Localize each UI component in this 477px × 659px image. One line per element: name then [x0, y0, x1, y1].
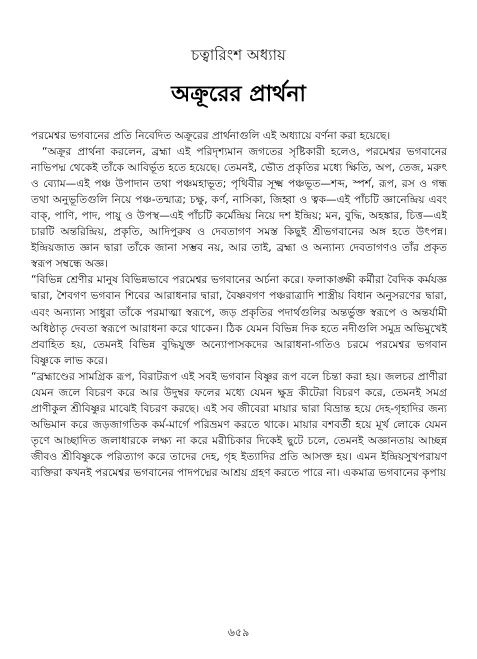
- page-number: ৬৫৯: [227, 626, 250, 639]
- body-text: [31, 128, 447, 481]
- paragraph: পরমেশ্বর ভগবানের প্রতি নিবেদিত অক্রূরের প্রার্থনাগুলি এই অধ্যায়ে বর্ণনা করা হয়েছে।: [31, 130, 391, 142]
- paragraph: “ব্রহ্মাণ্ডের সামগ্রিক রূপ, বিরাটরূপ এই সবই ভগবান বিষ্ণুর রূপ বলে চিন্তা করা হয়। জলচর প্রাণীরা যেমন জলে বিচরণ করে আর উদুম্বর ফলের মধ্যে যেমন ক্ষুদ্র কীটেরা বিচরণ করে, তেমনই সমগ্র প্রাণীকুল শ্রীবিষ্ণুর মাঝেই বিচরণ করছে। এই সব জীবেরা মায়ার দ্বারা বিভ্রান্ত হয়ে দেহ-গৃহাদির জন্য অভিমান করে জড়জাগতিক কর্ম-মার্গে পরিভ্রমণ করতে থাকে। মায়ার বশবর্তী হয়ে মূর্খ লোকে যেমন তৃণে আচ্ছাদিত জলাধারকে লক্ষ্য না করে মরীচিকার দিকেই ছুটে চলে, তেমনই অজ্ঞানতায় আচ্ছন্ন জীবও শ্রীবিষ্ণুকে পরিত্যাগ করে তাদের দেহ, গৃহ ইত্যাদির প্রতি আসক্ত হয়। এমন ইন্দ্রিয়সুখপরায়ণ ব্যক্তিরা কখনই পরমেশ্বর ভগবানের পাদপদ্মের আশ্রয় গ্রহণ করতে পারে না। একমাত্র ভগবানের কৃপায়: [31, 370, 447, 479]
- chapter-number: চত্বারিংশ অধ্যায়: [191, 46, 286, 64]
- paragraph: “বিভিন্ন শ্রেণীর মানুষ বিভিন্নভাবে পরমেশ্বর ভগবানের অর্চনা করে। ফলাকাঙ্ক্ষী কর্মীরা বৈদিক কর্মযজ্ঞ দ্বারা, শৈবগণ ভগবান শিবের আরাধনার দ্বারা, বৈষ্ণবগণ পঞ্চরাত্রাদি শাস্ত্রীয় বিধান অনুসরণের দ্বারা, এবং অন্যান্য সাধুরা তাঁকে পরমাত্মা স্বরূপে, জড় প্রকৃতির পদার্থগুলির অন্তর্ভুক্ত স্বরূপে ও অন্তর্যামী অধিষ্ঠাতৃ দেবতা স্বরূপে আরাধনা করে থাকেন। ঠিক যেমন বিভিন্ন দিক হতে নদীগুলি সমুদ্র অভিমুখেই প্রবাহিত হয়, তেমনই বিভিন্ন বুদ্ধিযুক্ত অন্যোপাসকদের আরাধনা-গতিও চরমে পরমেশ্বর ভগবান বিষ্ণুকে লাভ করে।: [31, 274, 447, 367]
- chapter-title: অক্রূরের প্রার্থনা: [171, 82, 306, 107]
- paragraph: “অক্রূর প্রার্থনা করলেন, ব্রহ্মা এই পরিদৃশ্যমান জগতের সৃষ্টিকারী হলেও, পরমেশ্বর ভগবানের নাভিপদ্ম থেকেই তাঁকে আবির্ভূত হতে হয়েছে। তেমনই, ভৌত প্রকৃতির মধ্যে ক্ষিতি, অপ, তেজ, মরুৎ ও ব্যোম—এই পঞ্চ উপাদান তথা পঞ্চমহাভূত; পৃথিবীর সূক্ষ্ম পঞ্চভূত—শব্দ, স্পর্শ, রূপ, রস ও গন্ধ তথা অনুভূতিগুলি নিয়ে পঞ্চ-তন্মাত্র; চক্ষু, কর্ণ, নাসিকা, জিহ্বা ও ত্বক—এই পাঁচটি জ্ঞানেন্দ্রিয় এবং বাক্, পাণি, পাদ, পায়ু ও উপস্থ—এই পাঁচটি কর্মেন্দ্রিয় নিয়ে দশ ইন্দ্রিয়; মন, বুদ্ধি, অহঙ্কার, চিত্ত—এই চারটি অন্তরিন্দ্রিয়, প্রকৃতি, আদিপুরুষ ও দেবতাগণ সমস্ত কিছুই শ্রীভগবানের অঙ্গ হতে উৎপন্ন। ইন্দ্রিয়জাত জ্ঞান দ্বারা তাঁকে জানা সম্ভব নয়, আর তাই, ব্রহ্মা ও অন্যান্য দেবতাগণও তাঁর প্রকৃত স্বরূপ সম্বন্ধে অজ্ঞ।: [31, 146, 447, 271]
